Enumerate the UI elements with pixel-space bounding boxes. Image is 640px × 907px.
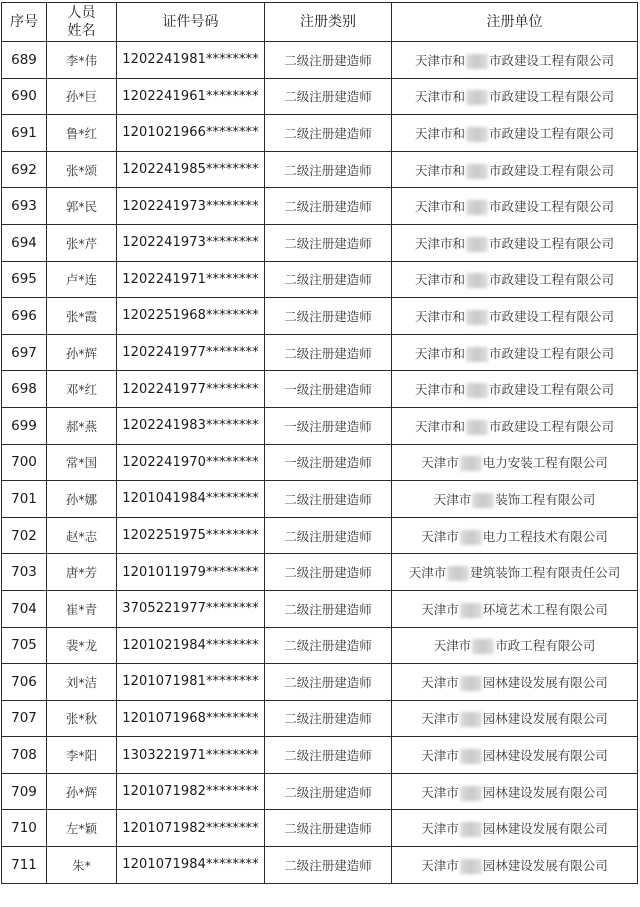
registration-category: 二级注册建造师 [265, 481, 392, 518]
header-name [47, 3, 117, 42]
row-index: 699 [2, 407, 47, 444]
table-row [2, 664, 638, 701]
registration-category: 一级注册建造师 [265, 371, 392, 408]
redaction-blur [466, 273, 488, 288]
unit-suffix: 市政建设工程有限公司 [489, 89, 615, 105]
cert-number: 1202241983******** [117, 407, 265, 444]
person-name: 张*霞 [47, 298, 117, 335]
unit-suffix: 园林建设发展有限公司 [482, 857, 608, 873]
redaction-blur [466, 383, 488, 398]
registration-unit [392, 481, 638, 518]
unit-suffix: 电力安装工程有限公司 [482, 455, 608, 471]
cert-number: 1202241973******** [117, 188, 265, 225]
unit-prefix: 天津市 [421, 784, 459, 800]
unit-suffix: 市政建设工程有限公司 [489, 272, 615, 288]
table-row [2, 590, 638, 627]
unit-prefix: 天津市和 [414, 272, 465, 288]
registration-unit [392, 773, 638, 810]
header-index: 序号 [2, 3, 47, 42]
table-row [2, 78, 638, 115]
unit-suffix: 市政建设工程有限公司 [489, 235, 615, 251]
registration-unit [392, 590, 638, 627]
cert-number: 1202241977******** [117, 371, 265, 408]
redaction-blur [460, 822, 482, 837]
table-row [2, 261, 638, 298]
redaction-blur [460, 749, 482, 764]
registration-unit [392, 261, 638, 298]
registration-table [1, 2, 638, 884]
redaction-blur [460, 712, 482, 727]
unit-suffix: 电力工程技术有限公司 [482, 528, 608, 544]
table-row [2, 773, 638, 810]
redaction-blur [447, 566, 469, 581]
unit-suffix: 市政建设工程有限公司 [489, 308, 615, 324]
unit-prefix: 天津市 [421, 601, 459, 617]
redaction-blur [472, 493, 494, 508]
row-index: 690 [2, 78, 47, 115]
registration-category: 二级注册建造师 [265, 847, 392, 884]
row-index: 700 [2, 444, 47, 481]
table-row [2, 627, 638, 664]
redaction-blur [466, 164, 488, 179]
row-index: 709 [2, 773, 47, 810]
person-name: 郭*民 [47, 188, 117, 225]
cert-number: 1202241981******** [117, 42, 265, 79]
cert-number: 1202241970******** [117, 444, 265, 481]
table-row [2, 151, 638, 188]
cert-number: 1202251968******** [117, 298, 265, 335]
table-row [2, 847, 638, 884]
table-row [2, 371, 638, 408]
cert-number: 1201071981******** [117, 664, 265, 701]
cert-number: 1202241961******** [117, 78, 265, 115]
table-row [2, 42, 638, 79]
cert-number: 1201071984******** [117, 847, 265, 884]
registration-category: 一级注册建造师 [265, 444, 392, 481]
registration-unit [392, 737, 638, 774]
table-row [2, 188, 638, 225]
header-unit: 注册单位 [392, 3, 638, 42]
person-name: 张*芹 [47, 224, 117, 261]
table-row [2, 737, 638, 774]
registration-unit [392, 334, 638, 371]
registration-category: 二级注册建造师 [265, 188, 392, 225]
registration-category: 二级注册建造师 [265, 773, 392, 810]
unit-suffix: 市政建设工程有限公司 [489, 52, 615, 68]
unit-prefix: 天津市和 [414, 345, 465, 361]
table-row [2, 298, 638, 335]
cert-number: 1303221971******** [117, 737, 265, 774]
row-index: 696 [2, 298, 47, 335]
cert-number: 1201071982******** [117, 773, 265, 810]
unit-suffix: 环境艺术工程有限公司 [482, 601, 608, 617]
person-name: 卢*连 [47, 261, 117, 298]
unit-suffix: 市政建设工程有限公司 [489, 125, 615, 141]
registration-unit [392, 700, 638, 737]
unit-prefix: 天津市 [421, 821, 459, 837]
cert-number: 1202241977******** [117, 334, 265, 371]
table-row [2, 444, 638, 481]
unit-prefix: 天津市 [421, 711, 459, 727]
registration-category: 二级注册建造师 [265, 151, 392, 188]
cert-number: 1201021966******** [117, 115, 265, 152]
registration-category: 二级注册建造师 [265, 115, 392, 152]
unit-prefix: 天津市和 [414, 89, 465, 105]
person-name: 常*国 [47, 444, 117, 481]
unit-prefix: 天津市和 [414, 52, 465, 68]
registration-unit [392, 664, 638, 701]
unit-prefix: 天津市 [421, 857, 459, 873]
registration-unit [392, 517, 638, 554]
cert-number: 1201011979******** [117, 554, 265, 591]
cert-number: 1202241971******** [117, 261, 265, 298]
table-row [2, 554, 638, 591]
unit-suffix: 园林建设发展有限公司 [482, 821, 608, 837]
unit-suffix: 装饰工程有限公司 [495, 491, 596, 507]
unit-suffix: 园林建设发展有限公司 [482, 748, 608, 764]
table-row [2, 224, 638, 261]
cert-number: 1202251975******** [117, 517, 265, 554]
registration-category: 二级注册建造师 [265, 627, 392, 664]
unit-prefix: 天津市和 [414, 162, 465, 178]
unit-suffix: 市政建设工程有限公司 [489, 199, 615, 215]
row-index: 710 [2, 810, 47, 847]
redaction-blur [466, 420, 488, 435]
person-name: 李*伟 [47, 42, 117, 79]
registration-category: 二级注册建造师 [265, 664, 392, 701]
row-index: 691 [2, 115, 47, 152]
person-name: 孙*辉 [47, 334, 117, 371]
cert-number: 1201041984******** [117, 481, 265, 518]
unit-suffix: 市政建设工程有限公司 [489, 345, 615, 361]
unit-prefix: 天津市和 [414, 199, 465, 215]
registration-category: 二级注册建造师 [265, 42, 392, 79]
registration-unit [392, 554, 638, 591]
unit-prefix: 天津市 [433, 491, 472, 507]
registration-unit [392, 371, 638, 408]
unit-prefix: 天津市 [421, 674, 459, 690]
unit-prefix: 天津市和 [414, 235, 465, 251]
table-body [2, 42, 638, 884]
cert-number: 1201071968******** [117, 700, 265, 737]
row-index: 693 [2, 188, 47, 225]
header-cert: 证件号码 [117, 3, 265, 42]
registration-category: 二级注册建造师 [265, 517, 392, 554]
redaction-blur [466, 310, 488, 325]
registration-unit [392, 627, 638, 664]
row-index: 708 [2, 737, 47, 774]
cert-number: 1202241973******** [117, 224, 265, 261]
person-name: 孙*娜 [47, 481, 117, 518]
unit-suffix: 市政建设工程有限公司 [489, 162, 615, 178]
registration-unit [392, 115, 638, 152]
redaction-blur [466, 90, 488, 105]
person-name: 孙*辉 [47, 773, 117, 810]
registration-unit [392, 407, 638, 444]
redaction-blur [472, 639, 494, 654]
row-index: 692 [2, 151, 47, 188]
registration-unit [392, 224, 638, 261]
redaction-blur [466, 127, 488, 142]
row-index: 707 [2, 700, 47, 737]
row-index: 698 [2, 371, 47, 408]
redaction-blur [466, 200, 488, 215]
person-name: 崔*青 [47, 590, 117, 627]
unit-prefix: 天津市和 [414, 382, 465, 398]
header-row [2, 3, 638, 42]
registration-unit [392, 444, 638, 481]
row-index: 704 [2, 590, 47, 627]
unit-prefix: 天津市 [421, 528, 459, 544]
unit-suffix: 园林建设发展有限公司 [482, 784, 608, 800]
redaction-blur [466, 237, 488, 252]
person-name: 张*颂 [47, 151, 117, 188]
redaction-blur [460, 786, 482, 801]
row-index: 694 [2, 224, 47, 261]
table-row [2, 700, 638, 737]
unit-prefix: 天津市 [421, 455, 459, 471]
registration-category: 二级注册建造师 [265, 334, 392, 371]
row-index: 697 [2, 334, 47, 371]
table-row [2, 407, 638, 444]
row-index: 706 [2, 664, 47, 701]
unit-suffix: 市政建设工程有限公司 [489, 418, 615, 434]
redaction-blur [466, 54, 488, 69]
person-name: 张*秋 [47, 700, 117, 737]
registration-category: 二级注册建造师 [265, 590, 392, 627]
unit-prefix: 天津市和 [414, 418, 465, 434]
table-row [2, 810, 638, 847]
unit-prefix: 天津市 [433, 638, 472, 654]
header-name-line2: 姓名 [67, 23, 96, 39]
registration-unit [392, 78, 638, 115]
registration-unit [392, 810, 638, 847]
redaction-blur [460, 603, 482, 618]
person-name: 孙*巨 [47, 78, 117, 115]
table-row [2, 517, 638, 554]
registration-category: 二级注册建造师 [265, 78, 392, 115]
person-name: 裴*龙 [47, 627, 117, 664]
registration-category: 二级注册建造师 [265, 700, 392, 737]
row-index: 702 [2, 517, 47, 554]
registration-category: 二级注册建造师 [265, 298, 392, 335]
cert-number: 3705221977******** [117, 590, 265, 627]
registration-category: 一级注册建造师 [265, 407, 392, 444]
registration-category: 二级注册建造师 [265, 554, 392, 591]
row-index: 701 [2, 481, 47, 518]
registration-unit [392, 42, 638, 79]
unit-suffix: 市政工程有限公司 [495, 638, 596, 654]
registration-unit [392, 298, 638, 335]
registration-category: 二级注册建造师 [265, 224, 392, 261]
unit-prefix: 天津市 [408, 565, 447, 581]
table-row [2, 481, 638, 518]
redaction-blur [460, 859, 482, 874]
row-index: 695 [2, 261, 47, 298]
unit-prefix: 天津市和 [414, 308, 465, 324]
table-row [2, 334, 638, 371]
person-name: 李*阳 [47, 737, 117, 774]
person-name: 赵*志 [47, 517, 117, 554]
row-index: 689 [2, 42, 47, 79]
cert-number: 1202241985******** [117, 151, 265, 188]
cert-number: 1201071982******** [117, 810, 265, 847]
registration-unit [392, 188, 638, 225]
header-name-line1: 人员 [67, 5, 96, 21]
redaction-blur [460, 676, 482, 691]
table-row [2, 115, 638, 152]
header-category: 注册类别 [265, 3, 392, 42]
redaction-blur [466, 347, 488, 362]
row-index: 711 [2, 847, 47, 884]
unit-prefix: 天津市 [421, 748, 459, 764]
row-index: 703 [2, 554, 47, 591]
registration-category: 二级注册建造师 [265, 810, 392, 847]
registration-category: 二级注册建造师 [265, 261, 392, 298]
person-name: 邓*红 [47, 371, 117, 408]
row-index: 705 [2, 627, 47, 664]
unit-suffix: 建筑装饰工程有限责任公司 [470, 565, 621, 581]
cert-number: 1201021984******** [117, 627, 265, 664]
registration-unit [392, 151, 638, 188]
registration-category: 二级注册建造师 [265, 737, 392, 774]
person-name: 唐*芳 [47, 554, 117, 591]
unit-suffix: 园林建设发展有限公司 [482, 711, 608, 727]
person-name: 左*颖 [47, 810, 117, 847]
unit-suffix: 园林建设发展有限公司 [482, 674, 608, 690]
person-name: 郝*燕 [47, 407, 117, 444]
registration-unit [392, 847, 638, 884]
redaction-blur [460, 530, 482, 545]
redaction-blur [460, 456, 482, 471]
person-name: 刘*洁 [47, 664, 117, 701]
unit-prefix: 天津市和 [414, 125, 465, 141]
person-name: 鲁*红 [47, 115, 117, 152]
person-name: 朱* [47, 847, 117, 884]
unit-suffix: 市政建设工程有限公司 [489, 382, 615, 398]
